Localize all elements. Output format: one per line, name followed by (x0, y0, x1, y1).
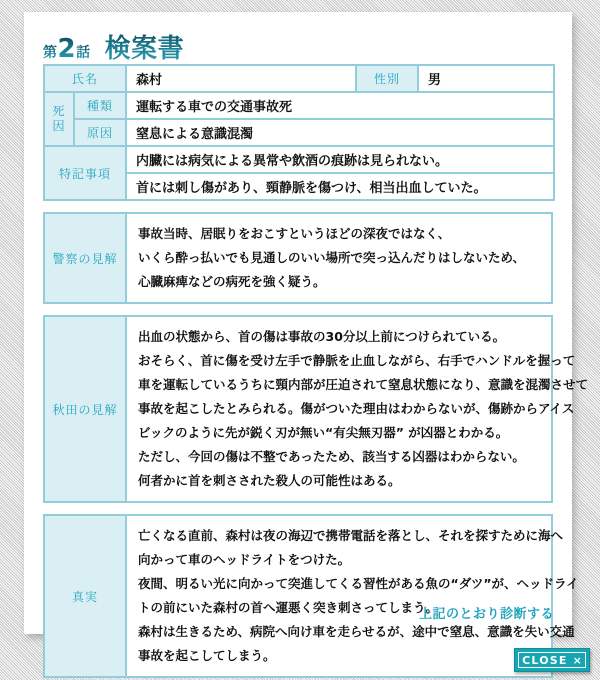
type-value: 運転する車での交通事故死 (126, 92, 554, 119)
reason-label: 原因 (74, 119, 126, 146)
akita-line-4: 事故を起こしたとみられる。傷がついた理由はわからないが、傷跡からアイス (138, 401, 575, 416)
truth-line-5: 森村は生きるため、病院へ向け車を走らせるが、途中で窒息、意識を失い交通 (138, 624, 575, 639)
diagnose-link[interactable]: 上記のとおり診断する (418, 607, 554, 622)
akita-line-7: 何者かに首を刺さされた殺人の可能性はある。 (138, 473, 401, 488)
name-label: 氏名 (44, 65, 126, 92)
truth-label: 真実 (44, 515, 126, 677)
close-icon: × (572, 653, 582, 667)
episode-suffix: 話 (76, 42, 91, 62)
truth-line-4: トの前にいた森村の首へ運悪く突き刺さってしまう。 (138, 600, 439, 615)
police-body (126, 213, 552, 303)
notes-value-2: 首には刺し傷があり、頸静脈を傷つけ、相当出血していた。 (126, 173, 554, 200)
police-label: 警察の見解 (44, 213, 126, 303)
episode-prefix: 第 (43, 42, 58, 62)
akita-line-1: 出血の状態から、首の傷は事故の30分以上前につけられている。 (138, 329, 506, 344)
table-row-cause-reason (44, 119, 554, 146)
akita-body (126, 316, 589, 502)
akita-line-2: おそらく、首に傷を受け左手で静脈を止血しながら、右手でハンドルを握って (138, 353, 576, 368)
notes-value-1: 内臓には病気による異常や飲酒の痕跡は見られない。 (126, 146, 554, 173)
notes-label: 特記事項 (44, 146, 126, 200)
close-button[interactable] (514, 648, 590, 672)
close-button-inner (518, 652, 586, 668)
akita-line-3: 車を運転しているうちに頸内部が圧迫されて窒息状態になり、意識を混濁させて (138, 377, 589, 392)
name-value: 森村 (126, 65, 356, 92)
truth-line-1: 亡くなる直前、森村は夜の海辺で携帯電話を落とし、それを探すために海へ (138, 528, 564, 543)
cause-label (44, 92, 74, 146)
title-main: 検案書 (105, 28, 185, 65)
truth-line-2: 向かって車のヘッドライトをつけた。 (138, 552, 351, 567)
police-line-2: いくら酔っ払いでも見通しのいい場所で突っ込んだりはしないため、 (138, 250, 526, 265)
table-row-name (44, 65, 554, 92)
truth-body (126, 515, 579, 677)
cause-label-line2: 因 (52, 119, 66, 133)
akita-line-6: ただし、今回の傷は不整であったため、該当する凶器はわからない。 (138, 449, 525, 464)
truth-line-3: 夜間、明るい光に向かって突進してくる習性がある魚の“ダツ”が、ヘッドライ (138, 576, 579, 591)
page-title (24, 12, 572, 64)
truth-section (24, 514, 579, 678)
table-row-notes-1 (44, 146, 554, 173)
akita-label: 秋田の見解 (44, 316, 126, 502)
close-button-label: CLOSE (522, 653, 568, 667)
truth-row (44, 515, 552, 677)
police-line-1: 事故当時、居眠りをおこすというほどの深夜ではなく、 (138, 226, 451, 241)
akita-row (44, 316, 552, 502)
gender-value: 男 (418, 65, 554, 92)
type-label: 種類 (74, 92, 126, 119)
cause-label-line1: 死 (52, 104, 66, 118)
gender-label: 性別 (356, 65, 418, 92)
police-row (44, 213, 552, 303)
police-line-3: 心臓麻痺などの病死を強く疑う。 (138, 274, 326, 289)
truth-line-6: 事故を起こしてしまう。 (138, 648, 276, 663)
reason-value: 窒息による意識混濁 (126, 119, 554, 146)
akita-section (24, 315, 589, 503)
akita-line-5: ビックのように先が鋭く刃が無い“有尖無刃器” が凶器とわかる。 (138, 425, 509, 440)
table-row-cause-type (44, 92, 554, 119)
police-section (24, 212, 572, 304)
episode-number: 2 (57, 34, 77, 64)
info-table (43, 64, 555, 201)
